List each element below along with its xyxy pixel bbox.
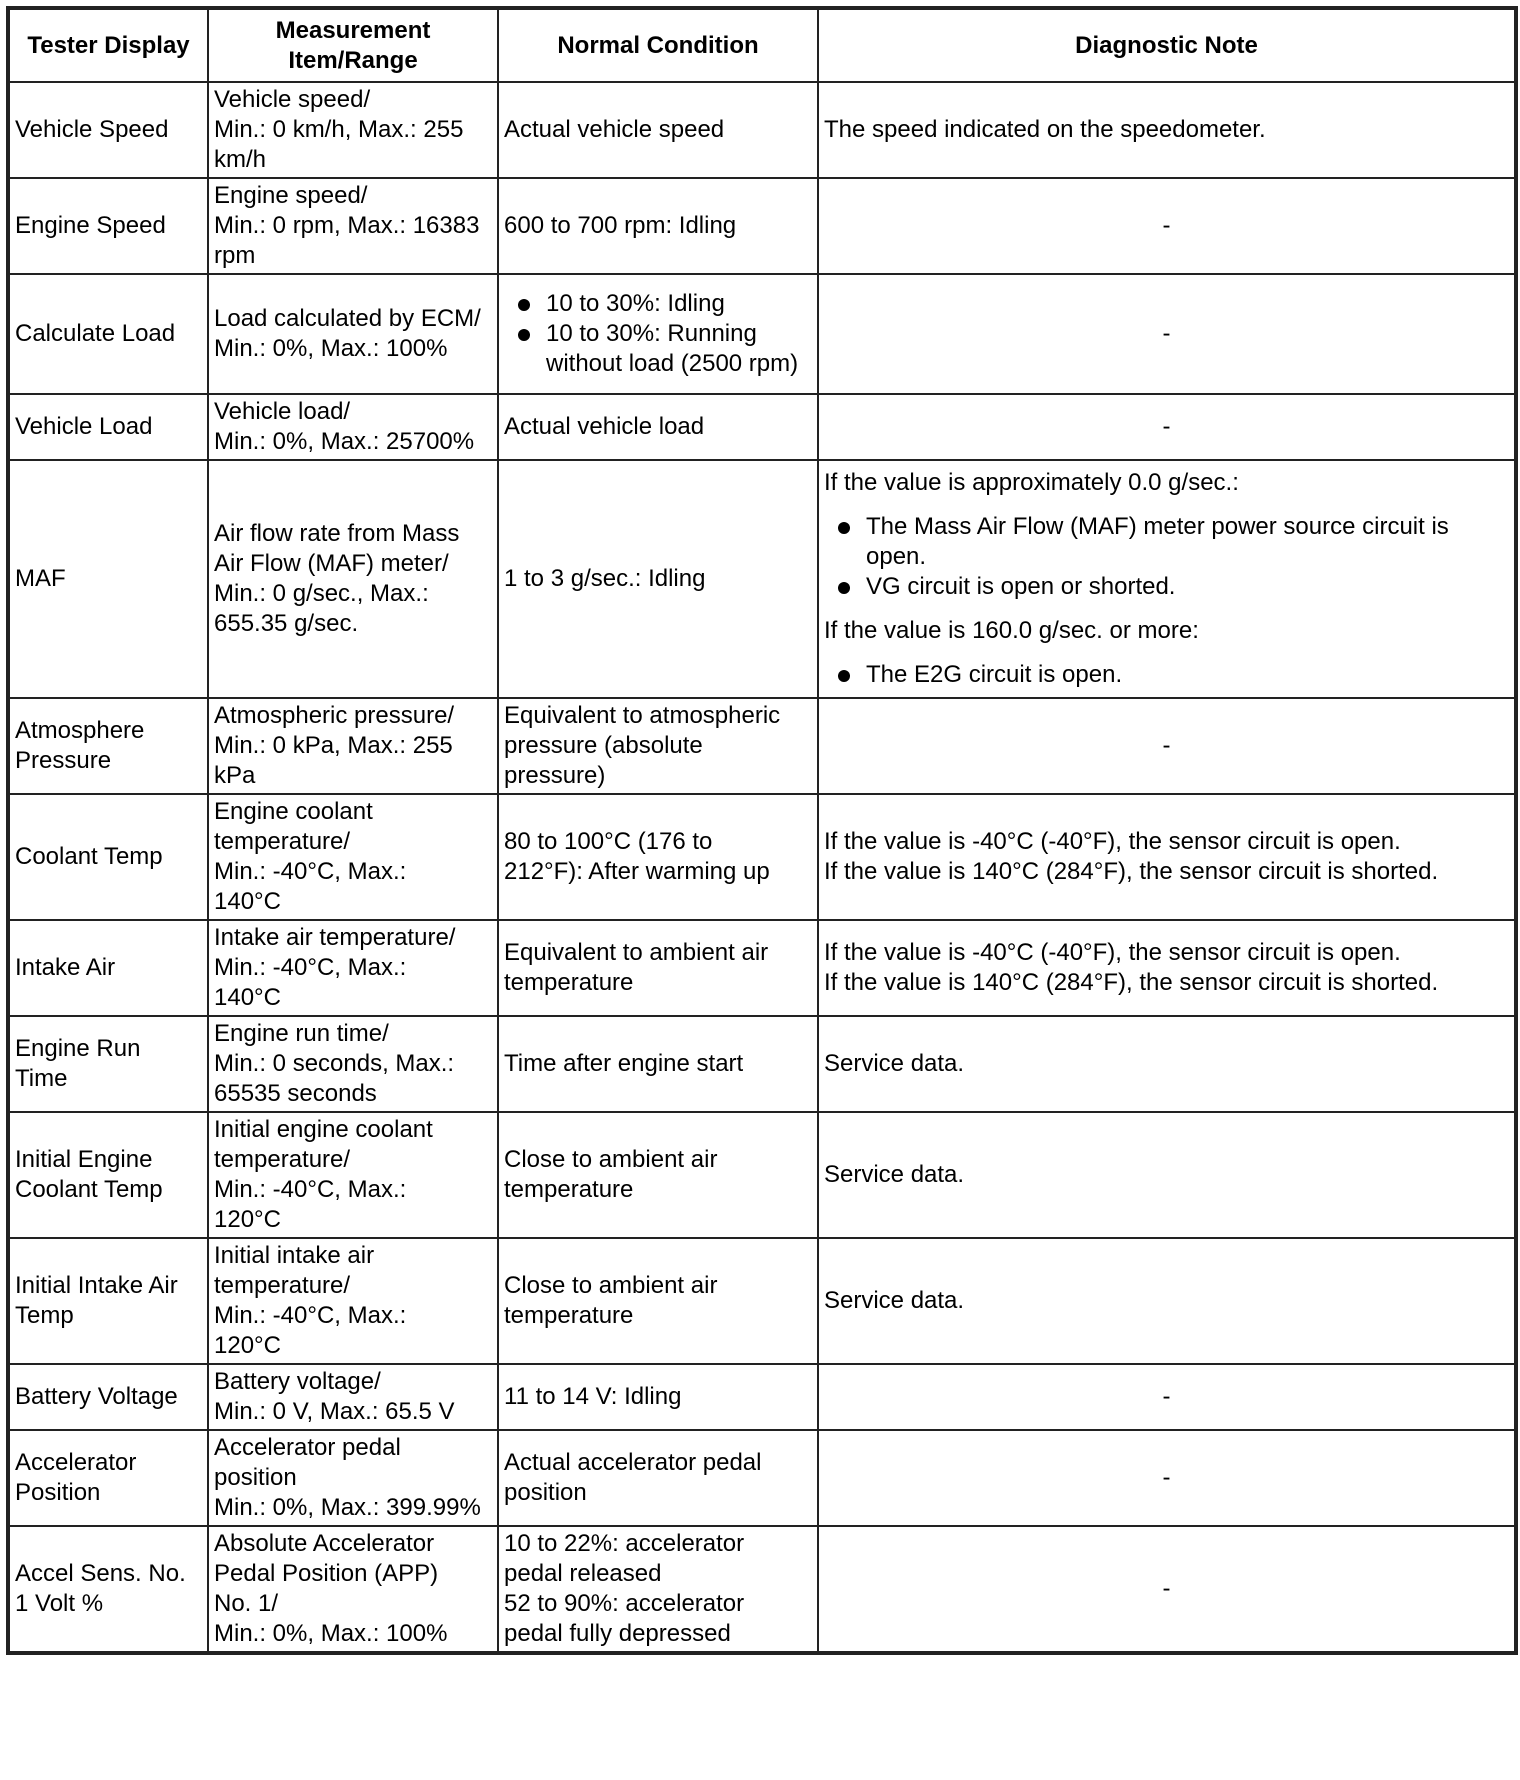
cell-normal-condition: 600 to 700 rpm: Idling <box>498 178 818 274</box>
list-item: VG circuit is open or shorted. <box>824 572 1509 602</box>
cell-tester-display: Intake Air <box>8 920 208 1016</box>
data-list-table <box>6 6 1518 1655</box>
cell-diagnostic-note: - <box>818 178 1516 274</box>
cell-tester-display: Accel Sens. No. 1 Volt % <box>8 1526 208 1653</box>
cell-measurement: Initial engine coolant temperature/ Min.: -40°C, Max.: 120°C <box>208 1112 498 1238</box>
table-row <box>8 920 1516 1016</box>
cell-normal-condition: Time after engine start <box>498 1016 818 1112</box>
cell-measurement: Battery voltage/ Min.: 0 V, Max.: 65.5 V <box>208 1364 498 1430</box>
cell-measurement: Accelerator pedal position Min.: 0%, Max.: 399.99% <box>208 1430 498 1526</box>
table-row <box>8 394 1516 460</box>
cell-diagnostic-note: - <box>818 1526 1516 1653</box>
header-diagnostic-note: Diagnostic Note <box>818 8 1516 82</box>
cell-tester-display: Initial Engine Coolant Temp <box>8 1112 208 1238</box>
header-normal-condition: Normal Condition <box>498 8 818 82</box>
normal-condition-list <box>504 289 812 379</box>
header-measurement-item-range: Measurement Item/Range <box>208 8 498 82</box>
cell-normal-condition: Equivalent to ambient air temperature <box>498 920 818 1016</box>
cell-diagnostic-note: - <box>818 1364 1516 1430</box>
list-item: The E2G circuit is open. <box>824 660 1509 690</box>
cell-diagnostic-note: The speed indicated on the speedometer. <box>818 82 1516 178</box>
diagnostic-table-container <box>6 6 1514 1776</box>
table-row <box>8 1016 1516 1112</box>
cell-measurement: Engine run time/ Min.: 0 seconds, Max.: 65535 seconds <box>208 1016 498 1112</box>
cell-tester-display: Vehicle Speed <box>8 82 208 178</box>
cell-tester-display: MAF <box>8 460 208 698</box>
table-row <box>8 1238 1516 1364</box>
header-row <box>8 8 1516 82</box>
table-row <box>8 460 1516 698</box>
cell-measurement: Air flow rate from Mass Air Flow (MAF) meter/ Min.: 0 g/sec., Max.: 655.35 g/sec. <box>208 460 498 698</box>
cell-tester-display: Coolant Temp <box>8 794 208 920</box>
table-row <box>8 1526 1516 1653</box>
list-item: 10 to 30%: Running without load (2500 rpm) <box>504 319 812 379</box>
cell-tester-display: Calculate Load <box>8 274 208 394</box>
list-item: The Mass Air Flow (MAF) meter power source circuit is open. <box>824 512 1509 572</box>
table-row <box>8 178 1516 274</box>
note-paragraph: If the value is 160.0 g/sec. or more: <box>824 617 1199 644</box>
cell-measurement: Initial intake air temperature/ Min.: -40°C, Max.: 120°C <box>208 1238 498 1364</box>
cell-normal-condition: 1 to 3 g/sec.: Idling <box>498 460 818 698</box>
cell-normal-condition: Actual accelerator pedal position <box>498 1430 818 1526</box>
cell-diagnostic-note: - <box>818 394 1516 460</box>
table-row <box>8 82 1516 178</box>
note-paragraph: If the value is approximately 0.0 g/sec.: <box>824 469 1239 496</box>
cell-normal-condition: 11 to 14 V: Idling <box>498 1364 818 1430</box>
cell-normal-condition: Close to ambient air temperature <box>498 1112 818 1238</box>
cell-diagnostic-note: - <box>818 274 1516 394</box>
cell-diagnostic-note: - <box>818 698 1516 794</box>
cell-tester-display: Atmosphere Pressure <box>8 698 208 794</box>
cell-diagnostic-note: Service data. <box>818 1016 1516 1112</box>
cell-measurement: Engine coolant temperature/ Min.: -40°C, Max.: 140°C <box>208 794 498 920</box>
note-list <box>824 660 1509 690</box>
cell-measurement: Vehicle load/ Min.: 0%, Max.: 25700% <box>208 394 498 460</box>
cell-tester-display: Initial Intake Air Temp <box>8 1238 208 1364</box>
cell-tester-display: Accelerator Position <box>8 1430 208 1526</box>
cell-tester-display: Battery Voltage <box>8 1364 208 1430</box>
cell-measurement: Engine speed/ Min.: 0 rpm, Max.: 16383 rpm <box>208 178 498 274</box>
cell-measurement: Atmospheric pressure/ Min.: 0 kPa, Max.: 255 kPa <box>208 698 498 794</box>
cell-diagnostic-note <box>818 460 1516 698</box>
table-row <box>8 1112 1516 1238</box>
cell-diagnostic-note: Service data. <box>818 1238 1516 1364</box>
cell-tester-display: Engine Run Time <box>8 1016 208 1112</box>
cell-tester-display: Vehicle Load <box>8 394 208 460</box>
cell-normal-condition <box>498 274 818 394</box>
cell-measurement: Load calculated by ECM/ Min.: 0%, Max.: 100% <box>208 274 498 394</box>
cell-diagnostic-note: Service data. <box>818 1112 1516 1238</box>
cell-normal-condition: Equivalent to atmospheric pressure (absolute pressure) <box>498 698 818 794</box>
note-list <box>824 512 1509 602</box>
cell-diagnostic-note: - <box>818 1430 1516 1526</box>
cell-normal-condition: Close to ambient air temperature <box>498 1238 818 1364</box>
table-row <box>8 274 1516 394</box>
cell-measurement: Absolute Accelerator Pedal Position (APP) No. 1/ Min.: 0%, Max.: 100% <box>208 1526 498 1653</box>
table-row <box>8 1430 1516 1526</box>
table-row <box>8 794 1516 920</box>
cell-measurement: Vehicle speed/ Min.: 0 km/h, Max.: 255 km/h <box>208 82 498 178</box>
table-row <box>8 1364 1516 1430</box>
cell-normal-condition: 80 to 100°C (176 to 212°F): After warming up <box>498 794 818 920</box>
table-row <box>8 698 1516 794</box>
header-tester-display: Tester Display <box>8 8 208 82</box>
cell-normal-condition: Actual vehicle speed <box>498 82 818 178</box>
cell-diagnostic-note: If the value is -40°C (-40°F), the sensor circuit is open. If the value is 140°C (284°F), the sensor circuit is shorted. <box>818 920 1516 1016</box>
cell-normal-condition: Actual vehicle load <box>498 394 818 460</box>
cell-measurement: Intake air temperature/ Min.: -40°C, Max.: 140°C <box>208 920 498 1016</box>
cell-normal-condition: 10 to 22%: accelerator pedal released 52 to 90%: accelerator pedal fully depressed <box>498 1526 818 1653</box>
cell-diagnostic-note: If the value is -40°C (-40°F), the sensor circuit is open. If the value is 140°C (284°F), the sensor circuit is shorted. <box>818 794 1516 920</box>
cell-tester-display: Engine Speed <box>8 178 208 274</box>
list-item: 10 to 30%: Idling <box>504 289 812 319</box>
